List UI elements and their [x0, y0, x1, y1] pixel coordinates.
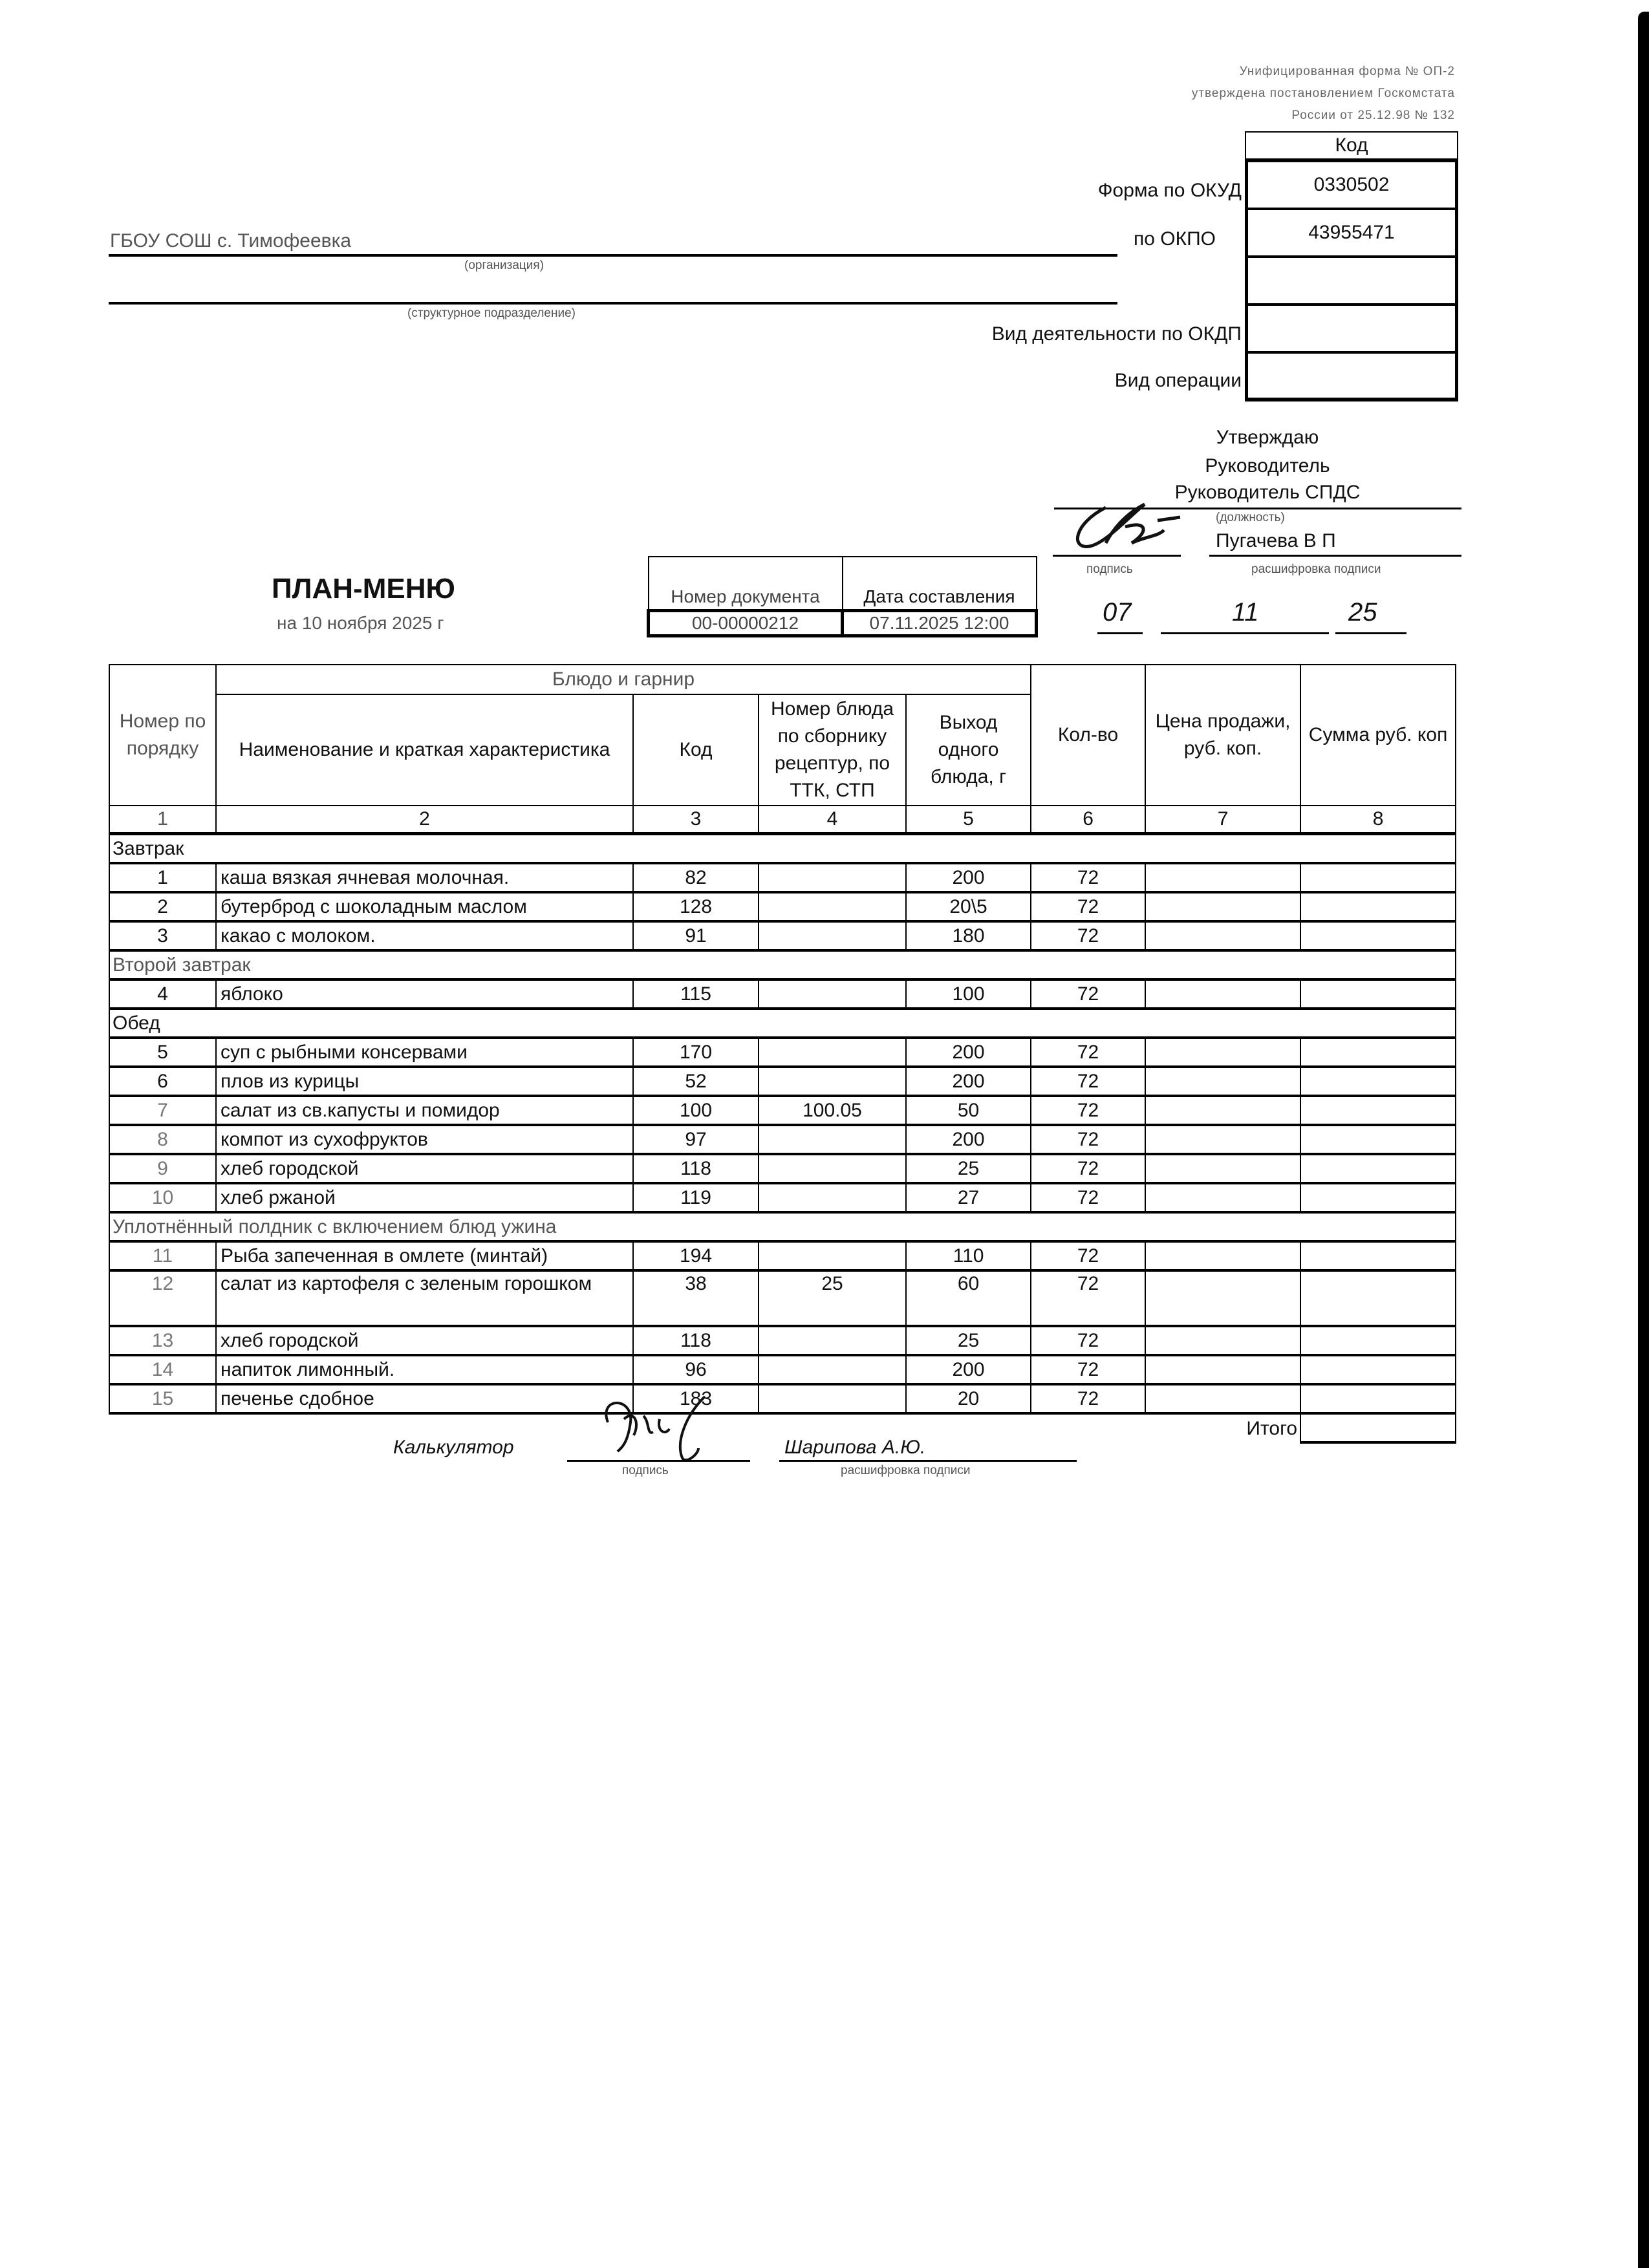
- calculator-signature-caption: подпись: [622, 1464, 669, 1477]
- dish-price: [1145, 1154, 1300, 1183]
- dish-name: каша вязкая ячневая молочная.: [216, 863, 633, 892]
- dish-sum: [1300, 1154, 1456, 1183]
- dish-yield: 200: [906, 1067, 1031, 1096]
- col-number: 7: [1145, 806, 1300, 834]
- dish-code: 82: [633, 863, 759, 892]
- table-row: [109, 1326, 1456, 1355]
- division-line: [109, 302, 1117, 305]
- empty-code-cell: [1245, 258, 1458, 306]
- okpo-value: 43955471: [1245, 210, 1458, 258]
- dish-price: [1145, 1067, 1300, 1096]
- dish-qty: 72: [1031, 1183, 1145, 1212]
- table-row: [109, 1355, 1456, 1384]
- dish-price: [1145, 1096, 1300, 1125]
- calculator-signature-line: [567, 1460, 750, 1462]
- dish-qty: 72: [1031, 921, 1145, 950]
- dish-price: [1145, 863, 1300, 892]
- row-number: 9: [109, 1154, 216, 1183]
- recipe-number: 100.05: [759, 1096, 906, 1125]
- scan-edge: [1638, 12, 1649, 2268]
- page-title: ПЛАН-МЕНЮ: [272, 573, 455, 604]
- dish-qty: 72: [1031, 1067, 1145, 1096]
- col-header-qty: Кол-во: [1031, 665, 1145, 806]
- okud-label: Форма по ОКУД: [1097, 180, 1242, 201]
- recipe-number: [759, 1183, 906, 1212]
- section-title: Обед: [109, 1009, 1456, 1038]
- dish-sum: [1300, 1355, 1456, 1384]
- section-row: [109, 950, 1456, 979]
- dish-price: [1145, 921, 1300, 950]
- operation-label: Вид операции: [1114, 370, 1242, 391]
- recipe-number: [759, 979, 906, 1009]
- table-row: [109, 1241, 1456, 1270]
- organization-caption: (организация): [464, 259, 544, 272]
- date-year-line: [1335, 632, 1406, 634]
- page-subtitle: на 10 ноября 2025 г: [277, 613, 444, 633]
- approve-position: Руководитель СПДС: [1174, 482, 1361, 503]
- form-note-line2: утверждена постановлением Госкомстата: [1191, 87, 1455, 100]
- dish-code: 52: [633, 1067, 759, 1096]
- dish-yield: 50: [906, 1096, 1031, 1125]
- calculator-decoding-caption: расшифровка подписи: [841, 1464, 971, 1477]
- calculator-signature: [595, 1384, 808, 1468]
- total-label: Итого: [109, 1413, 1300, 1442]
- dish-name: Рыба запеченная в омлете (минтай): [216, 1241, 633, 1270]
- approve-role: Руководитель: [1205, 455, 1330, 476]
- section-title: Второй завтрак: [109, 950, 1456, 979]
- dish-price: [1145, 1183, 1300, 1212]
- row-number: 13: [109, 1326, 216, 1355]
- dish-qty: 72: [1031, 1241, 1145, 1270]
- table-row: [109, 921, 1456, 950]
- dish-code: 183: [633, 1384, 759, 1413]
- codes-header: Код: [1245, 131, 1458, 162]
- approve-date-day: 07: [1103, 598, 1132, 626]
- okdp-value: [1245, 306, 1458, 354]
- dish-qty: 72: [1031, 979, 1145, 1009]
- division-caption: (структурное подразделение): [407, 306, 576, 320]
- dish-sum: [1300, 1067, 1456, 1096]
- dish-sum: [1300, 1270, 1456, 1326]
- row-number: 7: [109, 1096, 216, 1125]
- approve-date-month: 11: [1232, 598, 1259, 626]
- col-number: 3: [633, 806, 759, 834]
- dish-qty: 72: [1031, 1125, 1145, 1154]
- dish-sum: [1300, 1241, 1456, 1270]
- row-number: 6: [109, 1067, 216, 1096]
- dish-name: какао с молоком.: [216, 921, 633, 950]
- dish-sum: [1300, 1125, 1456, 1154]
- dish-name: суп с рыбными консервами: [216, 1038, 633, 1067]
- col-header-sum: Сумма руб. коп: [1300, 665, 1456, 806]
- dish-name: напиток лимонный.: [216, 1355, 633, 1384]
- dish-yield: 25: [906, 1326, 1031, 1355]
- table-row: [109, 1067, 1456, 1096]
- table-row: [109, 1270, 1456, 1326]
- dish-code: 91: [633, 921, 759, 950]
- recipe-number: [759, 1355, 906, 1384]
- document-date: 07.11.2025 12:00: [843, 611, 1037, 636]
- row-number: 12: [109, 1270, 216, 1326]
- col-header-recipe: Номер блюда по сборнику рецептур, по ТТК, СТП: [759, 694, 906, 806]
- dish-code: 115: [633, 979, 759, 1009]
- director-signature-line: [1053, 555, 1181, 557]
- row-number: 11: [109, 1241, 216, 1270]
- row-number: 10: [109, 1183, 216, 1212]
- row-number: 5: [109, 1038, 216, 1067]
- operation-value: [1245, 354, 1458, 401]
- row-number: 3: [109, 921, 216, 950]
- dish-yield: 60: [906, 1270, 1031, 1326]
- dish-sum: [1300, 892, 1456, 921]
- okud-value: 0330502: [1245, 162, 1458, 210]
- dish-name: плов из курицы: [216, 1067, 633, 1096]
- dish-yield: 110: [906, 1241, 1031, 1270]
- row-number: 8: [109, 1125, 216, 1154]
- dish-yield: 200: [906, 863, 1031, 892]
- document-number: 00-00000212: [649, 611, 843, 636]
- dish-code: 97: [633, 1125, 759, 1154]
- dish-yield: 100: [906, 979, 1031, 1009]
- dish-sum: [1300, 921, 1456, 950]
- table-row: [109, 979, 1456, 1009]
- director-name: Пугачева В П: [1216, 530, 1336, 551]
- director-signature-caption: подпись: [1086, 562, 1133, 576]
- dish-sum: [1300, 1038, 1456, 1067]
- dish-name: яблоко: [216, 979, 633, 1009]
- table-row: [109, 1125, 1456, 1154]
- dish-sum: [1300, 863, 1456, 892]
- table-row: [109, 1154, 1456, 1183]
- col-number: 2: [216, 806, 633, 834]
- dish-sum: [1300, 1384, 1456, 1413]
- dish-qty: 72: [1031, 1096, 1145, 1125]
- dish-code: 118: [633, 1154, 759, 1183]
- recipe-number: [759, 1125, 906, 1154]
- approve-label: Утверждаю: [1216, 427, 1319, 448]
- section-title: Завтрак: [109, 834, 1456, 864]
- dish-yield: 20: [906, 1384, 1031, 1413]
- dish-yield: 200: [906, 1038, 1031, 1067]
- dish-code: 100: [633, 1096, 759, 1125]
- director-name-line: [1209, 555, 1461, 557]
- section-row: [109, 1009, 1456, 1038]
- col-header-number: Номер по порядку: [109, 665, 216, 806]
- table-row: [109, 1096, 1456, 1125]
- dish-code: 128: [633, 892, 759, 921]
- col-number: 1: [109, 806, 216, 834]
- dish-price: [1145, 1270, 1300, 1326]
- dish-qty: 72: [1031, 1038, 1145, 1067]
- dish-price: [1145, 1384, 1300, 1413]
- dish-yield: 20\5: [906, 892, 1031, 921]
- recipe-number: [759, 921, 906, 950]
- col-number: 6: [1031, 806, 1145, 834]
- director-decoding-caption: расшифровка подписи: [1251, 562, 1381, 576]
- table-row: [109, 1183, 1456, 1212]
- dish-name: хлеб ржаной: [216, 1183, 633, 1212]
- dish-yield: 200: [906, 1125, 1031, 1154]
- col-header-yield: Выход одного блюда, г: [906, 694, 1031, 806]
- section-row: [109, 834, 1456, 864]
- form-note-line1: Унифицированная форма № ОП-2: [1239, 65, 1455, 78]
- dish-sum: [1300, 1183, 1456, 1212]
- organization-line: [109, 254, 1117, 257]
- form-note-line3: России от 25.12.98 № 132: [1291, 109, 1455, 122]
- col-number: 8: [1300, 806, 1456, 834]
- document-date-header: Дата составления: [843, 557, 1037, 611]
- dish-qty: 72: [1031, 1384, 1145, 1413]
- table-row: [109, 1038, 1456, 1067]
- section-row: [109, 1212, 1456, 1241]
- dish-code: 119: [633, 1183, 759, 1212]
- row-number: 15: [109, 1384, 216, 1413]
- dish-price: [1145, 979, 1300, 1009]
- recipe-number: 25: [759, 1270, 906, 1326]
- dish-price: [1145, 1326, 1300, 1355]
- dish-code: 194: [633, 1241, 759, 1270]
- section-title: Уплотнённый полдник с включением блюд ужина: [109, 1212, 1456, 1241]
- col-header-price: Цена продажи, руб. коп.: [1145, 665, 1300, 806]
- dish-name: хлеб городской: [216, 1326, 633, 1355]
- recipe-number: [759, 1241, 906, 1270]
- document-number-header: Номер документа: [649, 557, 843, 611]
- director-signature: [1067, 491, 1203, 562]
- dish-sum: [1300, 1326, 1456, 1355]
- group-header: Блюдо и гарнир: [216, 665, 1031, 694]
- dish-name: хлеб городской: [216, 1154, 633, 1183]
- dish-yield: 27: [906, 1183, 1031, 1212]
- col-header-code: Код: [633, 694, 759, 806]
- dish-name: салат из св.капусты и помидор: [216, 1096, 633, 1125]
- dish-qty: 72: [1031, 1326, 1145, 1355]
- row-number: 1: [109, 863, 216, 892]
- recipe-number: [759, 863, 906, 892]
- total-value: [1300, 1413, 1456, 1442]
- dish-sum: [1300, 979, 1456, 1009]
- dish-price: [1145, 1038, 1300, 1067]
- dish-yield: 180: [906, 921, 1031, 950]
- dish-name: бутерброд с шоколадным маслом: [216, 892, 633, 921]
- dish-qty: 72: [1031, 863, 1145, 892]
- dish-yield: 25: [906, 1154, 1031, 1183]
- dish-name: салат из картофеля с зеленым горошком: [216, 1270, 633, 1326]
- recipe-number: [759, 1154, 906, 1183]
- col-number: 4: [759, 806, 906, 834]
- calculator-name: Шарипова А.Ю.: [784, 1437, 926, 1458]
- dish-qty: 72: [1031, 1355, 1145, 1384]
- okdp-label: Вид деятельности по ОКДП: [991, 323, 1242, 345]
- dish-name: компот из сухофруктов: [216, 1125, 633, 1154]
- dish-qty: 72: [1031, 1154, 1145, 1183]
- table-row: [109, 863, 1456, 892]
- okpo-label: по ОКПО: [1134, 228, 1216, 250]
- recipe-number: [759, 1326, 906, 1355]
- calculator-role: Калькулятор: [393, 1437, 514, 1458]
- dish-code: 38: [633, 1270, 759, 1326]
- organization-name: ГБОУ СОШ с. Тимофеевка: [110, 230, 352, 251]
- row-number: 4: [109, 979, 216, 1009]
- position-caption: (должность): [1216, 511, 1285, 524]
- row-number: 2: [109, 892, 216, 921]
- menu-table: [109, 664, 1456, 1444]
- dish-qty: 72: [1031, 1270, 1145, 1326]
- row-number: 14: [109, 1355, 216, 1384]
- dish-qty: 72: [1031, 892, 1145, 921]
- dish-code: 118: [633, 1326, 759, 1355]
- recipe-number: [759, 892, 906, 921]
- approve-date-year: 25: [1348, 598, 1377, 626]
- dish-code: 96: [633, 1355, 759, 1384]
- dish-yield: 200: [906, 1355, 1031, 1384]
- date-day-line: [1097, 632, 1143, 634]
- col-number: 5: [906, 806, 1031, 834]
- dish-price: [1145, 1355, 1300, 1384]
- dish-code: 170: [633, 1038, 759, 1067]
- dish-sum: [1300, 1096, 1456, 1125]
- dish-name: печенье сдобное: [216, 1384, 633, 1413]
- dish-price: [1145, 1125, 1300, 1154]
- document-info: [647, 556, 1038, 637]
- col-header-name: Наименование и краткая характеристика: [216, 694, 633, 806]
- table-row: [109, 892, 1456, 921]
- codes-box: [1245, 131, 1458, 401]
- dish-price: [1145, 1241, 1300, 1270]
- recipe-number: [759, 1067, 906, 1096]
- calculator-name-line: [779, 1460, 1077, 1462]
- date-month-line: [1161, 632, 1329, 634]
- dish-price: [1145, 892, 1300, 921]
- recipe-number: [759, 1038, 906, 1067]
